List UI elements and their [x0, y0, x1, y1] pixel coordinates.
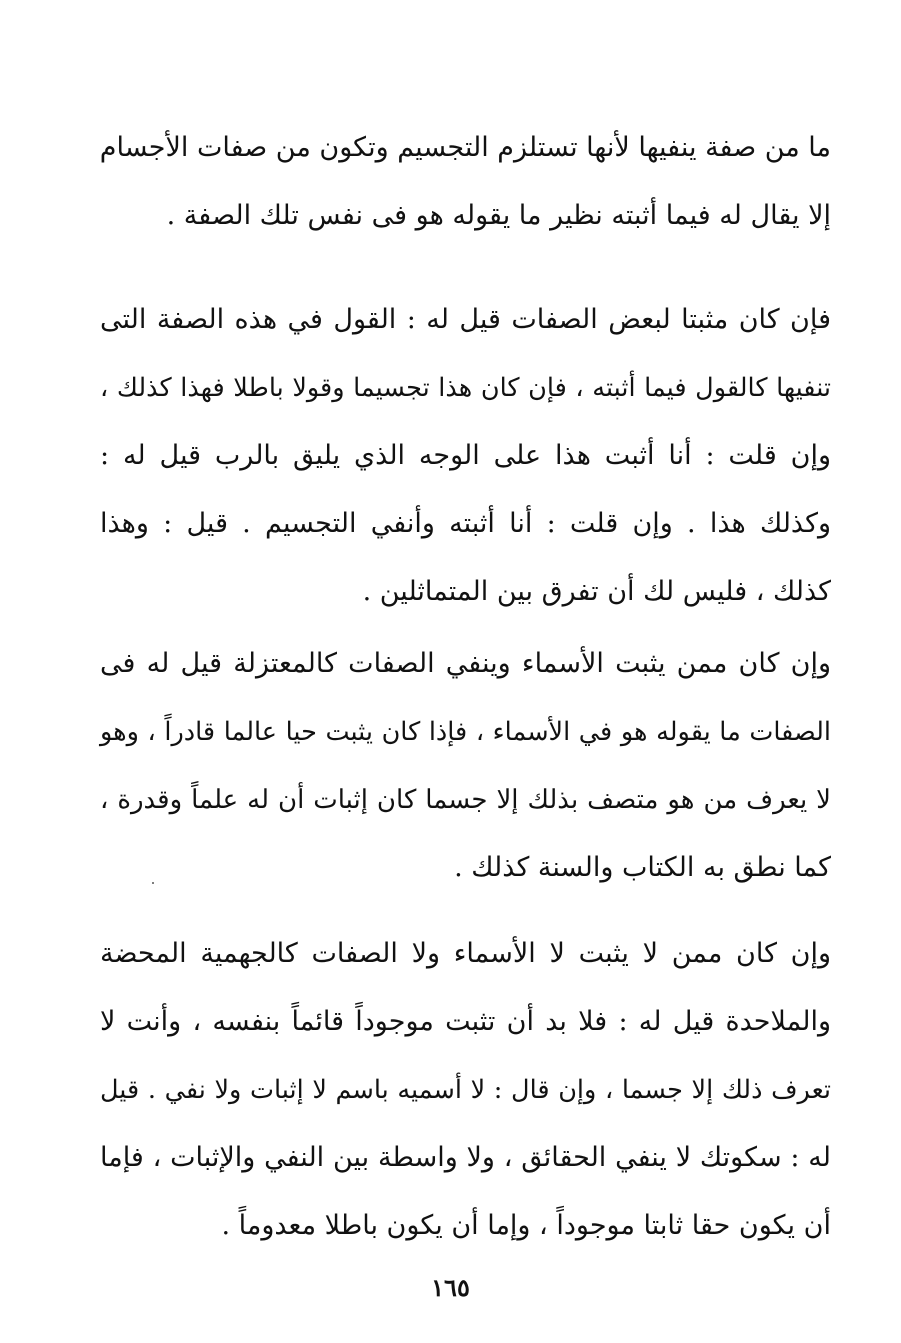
- paragraph-2: [100, 286, 831, 626]
- paragraph-1: [100, 114, 831, 250]
- text-line: لا يعرف من هو متصف بذلك إلا جسما كان إثبات أن له علماً وقدرة ،: [100, 785, 831, 815]
- text-line: كذلك ، فليس لك أن تفرق بين المتماثلين .: [362, 576, 831, 607]
- paragraph-4: [100, 920, 831, 1260]
- text-line: وإن كان ممن لا يثبت لا الأسماء ولا الصفات كالجهمية المحضة: [100, 938, 831, 969]
- text-line: وإن كان ممن يثبت الأسماء وينفي الصفات كالمعتزلة قيل له فى: [100, 648, 831, 679]
- paragraph-3: [100, 630, 831, 902]
- text-line: الصفات ما يقوله هو في الأسماء ، فإذا كان يثبت حيا عالما قادراً ، وهو: [100, 717, 831, 747]
- text-line: تعرف ذلك إلا جسما ، وإن قال : لا أسميه باسم لا إثبات ولا نفي . قيل: [100, 1075, 831, 1105]
- text-line: أن يكون حقا ثابتا موجوداً ، وإما أن يكون باطلا معدوماً .: [221, 1210, 831, 1241]
- text-line: فإن كان مثبتا لبعض الصفات قيل له : القول في هذه الصفة التى: [100, 304, 831, 335]
- text-line: ما من صفة ينفيها لأنها تستلزم التجسيم وتكون من صفات الأجسام: [99, 132, 831, 163]
- text-line: وإن قلت : أنا أثبت هذا على الوجه الذي يليق بالرب قيل له :: [100, 440, 831, 471]
- page-number: ١٦٥: [431, 1273, 470, 1302]
- text-line: له : سكوتك لا ينفي الحقائق ، ولا واسطة بين النفي والإثبات ، فإما: [100, 1142, 831, 1173]
- text-line: كما نطق به الكتاب والسنة كذلك .: [454, 852, 831, 883]
- text-line: والملاحدة قيل له : فلا بد أن تثبت موجوداً قائماً بنفسه ، وأنت لا: [100, 1006, 831, 1037]
- scan-speck: [152, 882, 154, 884]
- text-line: إلا يقال له فيما أثبته نظير ما يقوله هو فى نفس تلك الصفة .: [166, 200, 831, 231]
- text-line: تنفيها كالقول فيما أثبته ، فإن كان هذا تجسيما وقولا باطلا فهذا كذلك ،: [100, 373, 831, 403]
- text-line: وكذلك هذا . وإن قلت : أنا أثبته وأنفي التجسيم . قيل : وهذا: [100, 508, 831, 539]
